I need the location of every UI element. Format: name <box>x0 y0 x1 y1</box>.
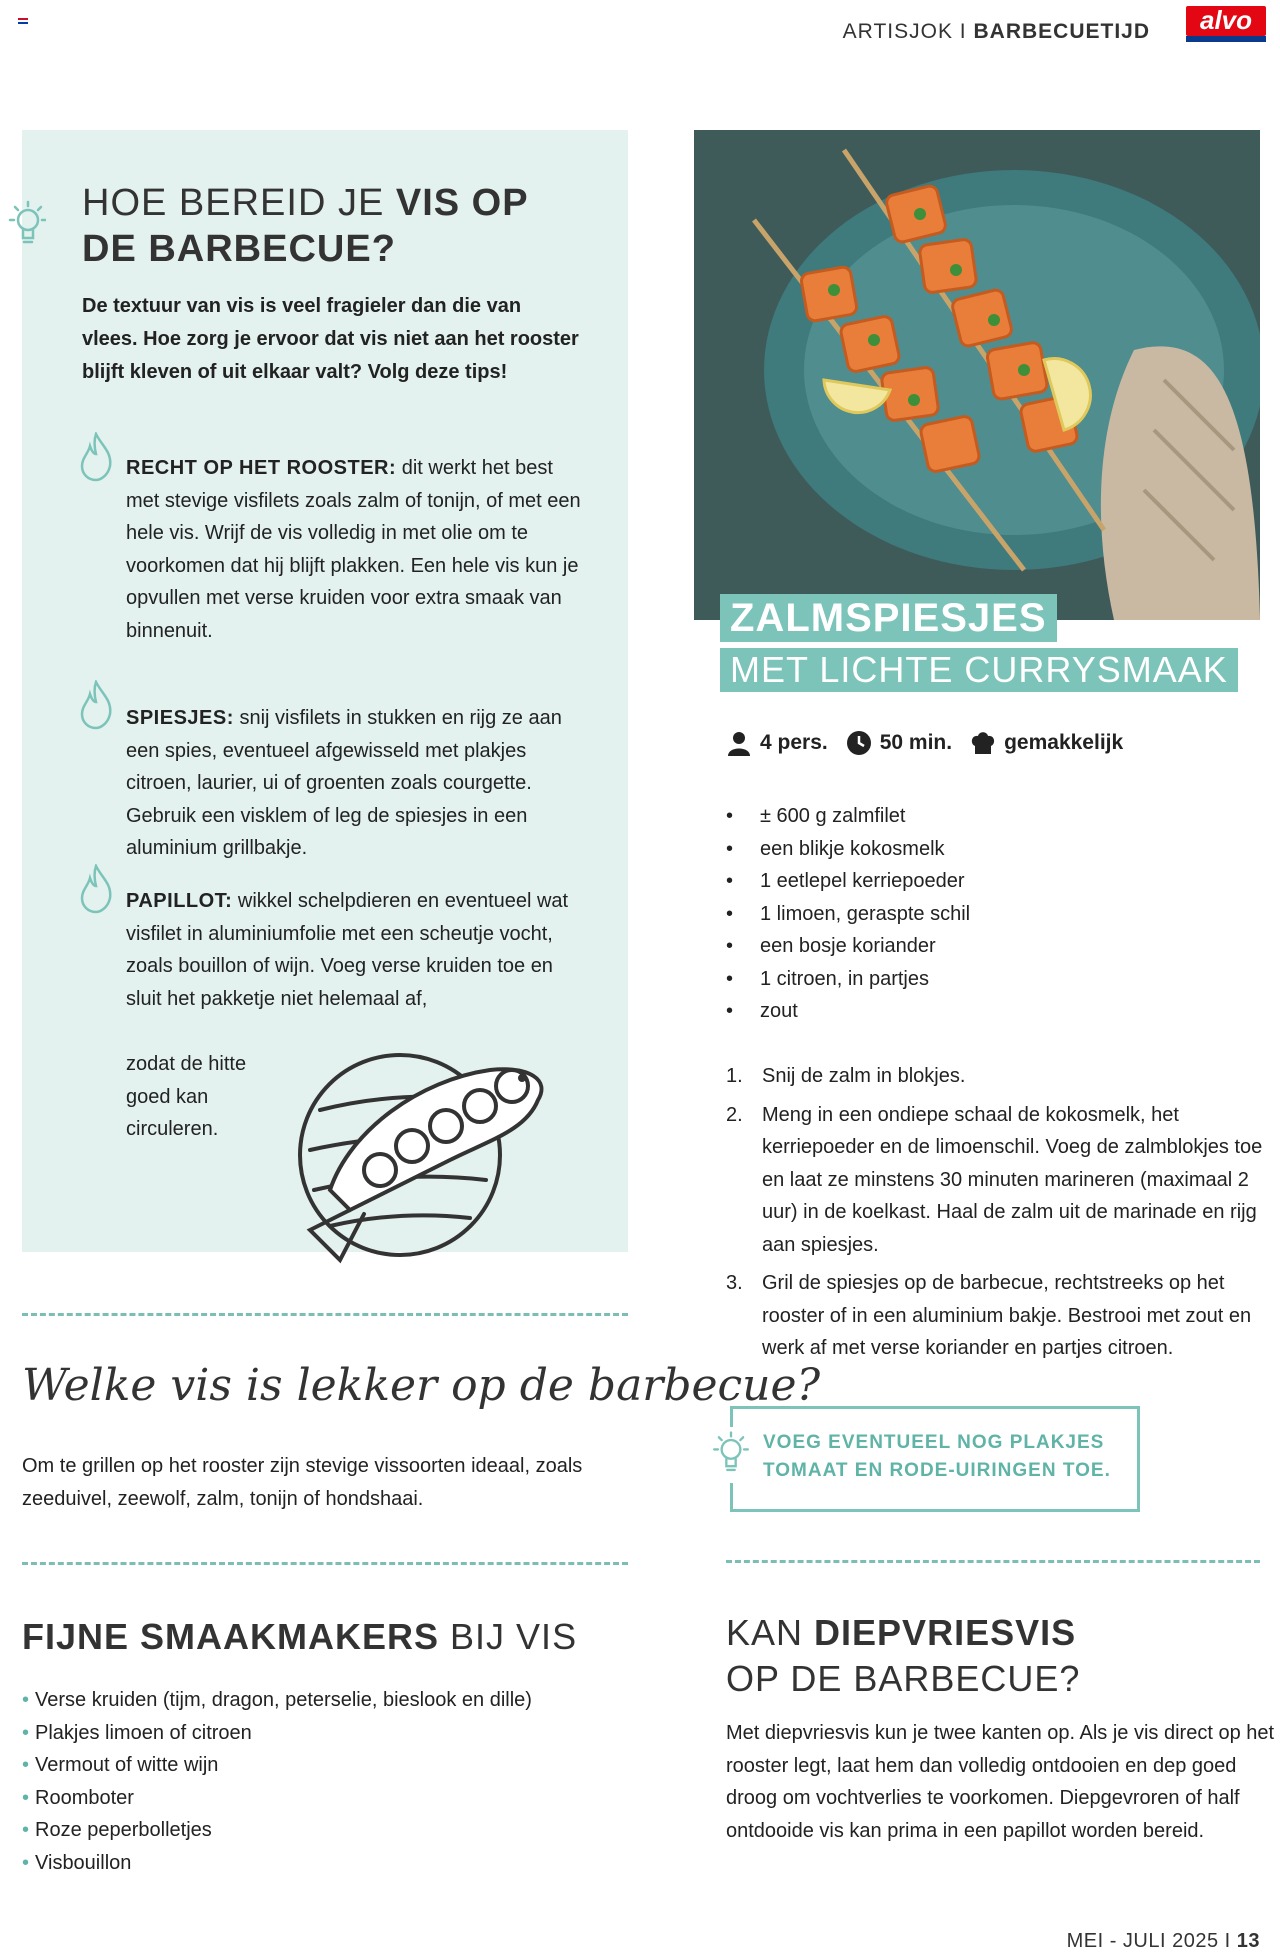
fish-illustration <box>290 1030 560 1280</box>
list-item: • Plakjes limoen of citroen <box>22 1717 532 1750</box>
list-item: • 1 limoen, geraspte schil <box>726 898 970 931</box>
difficulty: gemakkelijk <box>970 730 1123 756</box>
clock-icon <box>846 730 872 756</box>
list-item: • een blikje kokosmelk <box>726 833 970 866</box>
step: 2. Meng in een ondiepe schaal de kokosmelk, het kerriepoeder en de limoenschil. Voeg de zalmblokjes toe en laat ze minstens 30 minuten marineren (maximaal 2 uur) in de koelkast. Haal de zalm uit de marinade en rijg aan spiesjes. <box>726 1103 1263 1256</box>
lightbulb-icon <box>4 196 46 256</box>
which-fish-text: Om te grillen op het rooster zijn stevige vissoorten ideaal, zoals zeeduivel, zeewolf, zalm, tonijn of hondshaai. <box>22 1455 583 1510</box>
list-item: • Verse kruiden (tijm, dragon, peterselie, bieslook en dille) <box>22 1684 532 1717</box>
recipe-subtitle: MET LICHTE CURRYSMAAK <box>720 648 1238 692</box>
section-label: ARTISJOK I BARBECUETIJD <box>842 20 1150 43</box>
ingredients-list <box>726 800 970 1028</box>
frozen-text: Met diepvriesvis kun je twee kanten op. Als je vis direct op het rooster legt, laat hem dan volledig ontdooien en dep goed droog om vochtverlies te voorkomen. Diepgevroren of half ontdooide vis kan prima in een papillot worden bereid. <box>726 1722 1275 1842</box>
divider <box>726 1560 1260 1563</box>
chef-hat-icon <box>970 730 996 756</box>
flame-icon <box>78 864 114 914</box>
list-item: • Roze peperbolletjes <box>22 1814 532 1847</box>
frozen-title: KAN DIEPVRIESVIS OP DE BARBECUE? <box>726 1612 1081 1699</box>
list-item: • een bosje koriander <box>726 930 970 963</box>
list-item: • ± 600 g zalmfilet <box>726 800 970 833</box>
step: 1. Snij de zalm in blokjes. <box>726 1065 966 1087</box>
persons: 4 pers. <box>726 730 828 756</box>
flame-icon <box>78 432 114 482</box>
step: 3. Gril de spiesjes op de barbecue, rechtstreeks op het rooster of in een aluminium bakje. Bestrooi met zout en werk af met verse koriander en partjes citroen. <box>726 1272 1252 1359</box>
list-item: • 1 citroen, in partjes <box>726 963 970 996</box>
tip-papillot-end: zodat de hitte goed kan circuleren. <box>126 1053 247 1140</box>
flag-icon <box>18 18 28 26</box>
tip-box-title: HOE BEREID JE VIS OP DE BARBECUE? <box>82 182 529 270</box>
list-item: • zout <box>726 995 970 1028</box>
tip-skewers: SPIESJES: snij visfilets in stukken en rijg ze aan een spies, eventueel afgewisseld met plakjes citroen, laurier, ui of groenten zoals courgette. Gebruik een visklem of leg de spiesjes in een aluminium grillbakje. <box>126 707 562 859</box>
recipe-steps <box>726 1060 1266 1371</box>
list-item: • Roomboter <box>22 1782 532 1815</box>
salmon-skewers-photo <box>694 130 1260 620</box>
person-icon <box>726 730 752 756</box>
page-footer: MEI - JULI 2025 I 13 <box>1066 1930 1260 1952</box>
divider <box>22 1562 628 1565</box>
recipe-tip: VOEG EVENTUEEL NOG PLAKJES TOMAAT EN RODE-UIRINGEN TOE. <box>730 1406 1140 1512</box>
which-fish-title: Welke vis is lekker op de barbecue? <box>22 1360 821 1411</box>
recipe-title: ZALMSPIESJES <box>720 594 1057 642</box>
list-item: • 1 eetlepel kerriepoeder <box>726 865 970 898</box>
tip-grill: RECHT OP HET ROOSTER: dit werkt het best met stevige visfilets zoals zalm of tonijn, of met een hele vis. Wrijf de vis volledig in met olie om te voorkomen dat hij blijft plakken. Een hele vis kun je opvullen met verse kruiden voor extra smaak van binnenuit. <box>126 457 581 642</box>
tip-papillot: PAPILLOT: wikkel schelpdieren en eventueel wat visfilet in aluminiumfolie met een scheutje vocht, zoals bouillon of wijn. Voeg verse kruiden toe en sluit het pakketje niet helemaal af, <box>126 890 569 1010</box>
flavours-title: FIJNE SMAAKMAKERS BIJ VIS <box>22 1616 578 1657</box>
flame-icon <box>78 680 114 730</box>
list-item: • Visbouillon <box>22 1847 532 1880</box>
recipe-meta <box>726 730 1123 756</box>
flavours-list <box>22 1684 532 1879</box>
tip-box-intro: De textuur van vis is veel fragieler dan die van vlees. Hoe zorg je ervoor dat vis niet aan het rooster blijft kleven of uit elkaar valt? Volg deze tips! <box>82 295 579 383</box>
time: 50 min. <box>846 730 952 756</box>
divider <box>22 1313 628 1316</box>
list-item: • Vermout of witte wijn <box>22 1749 532 1782</box>
alvo-logo: alvo <box>1186 6 1266 36</box>
lightbulb-icon <box>711 1427 751 1483</box>
